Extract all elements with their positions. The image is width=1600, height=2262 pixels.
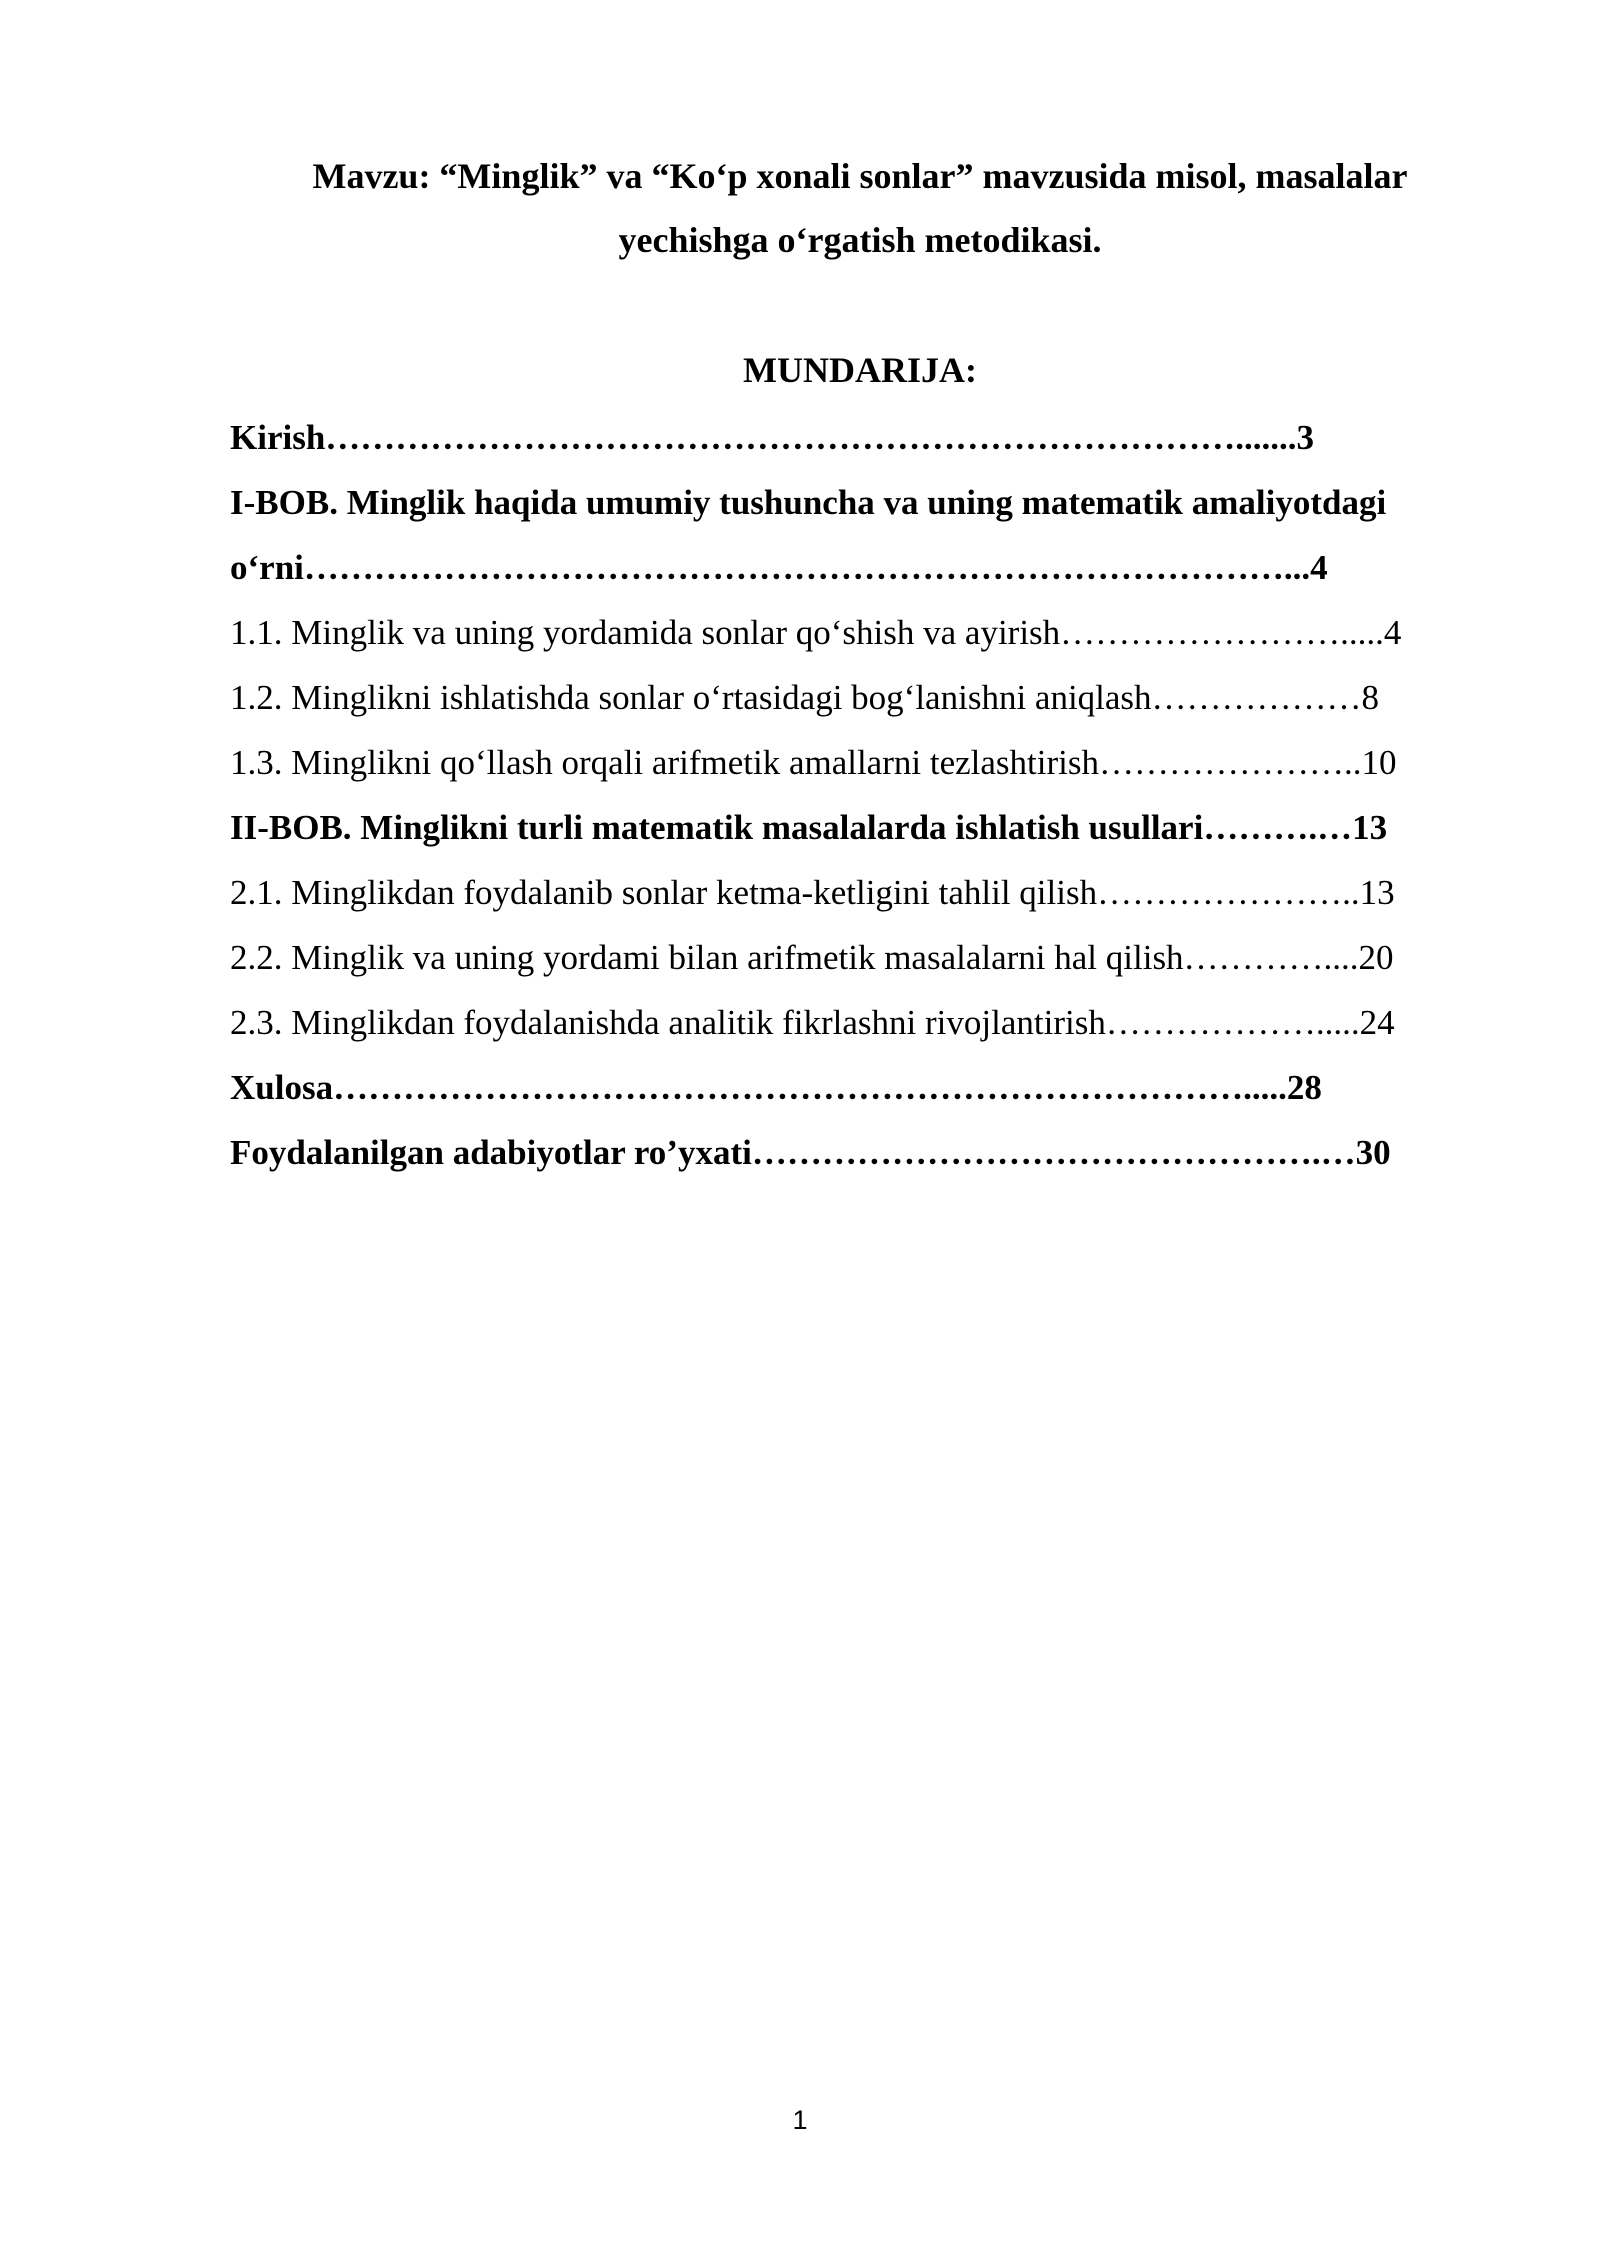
toc-heading: MUNDARIJA: (743, 350, 977, 390)
toc-entry-2-2: 2.2. Minglik va uning yordami bilan arifmetik masalalarni hal qilish…………....20 (230, 938, 1394, 977)
toc-entry-chapter-1: I-BOB. Minglik haqida umumiy tushuncha va uning matematik amaliyotdagi (230, 483, 1387, 522)
toc-entry-1-1: 1.1. Minglik va uning yordamida sonlar qo‘shish va ayirish…………………….....4 (230, 613, 1402, 652)
toc-entry-references: Foydalanilgan adabiyotlar ro’yxati………………………………………….…30 (230, 1133, 1391, 1172)
toc-entry-1-3: 1.3. Minglikni qo‘llash orqali arifmetik amallarni tezlashtirish…………………..10 (230, 743, 1397, 782)
page-number: 1 (792, 2105, 808, 2135)
toc-entry-chapter-1-cont: o‘rni…………………………………………………………………………...4 (230, 548, 1328, 587)
toc-entry-xulosa: Xulosa…………………………………………………………………….....28 (230, 1068, 1322, 1107)
toc-entry-2-1: 2.1. Minglikdan foydalanib sonlar ketma-ketligini tahlil qilish…………………..13 (230, 873, 1395, 912)
toc-entry-2-3: 2.3. Minglikdan foydalanishda analitik fikrlashni rivojlantirish……………….....24 (230, 1003, 1395, 1042)
title-line-2: yechishga o‘rgatish metodikasi. (618, 220, 1102, 260)
title-line-1: Mavzu: “Minglik” va “Ko‘p xonali sonlar” mavzusida misol, masalalar (312, 156, 1408, 196)
toc-entry-kirish: Kirish…………………………………………………………………….......3 (230, 418, 1315, 457)
toc-entry-1-2: 1.2. Minglikni ishlatishda sonlar o‘rtasidagi bog‘lanishni aniqlash………………8 (230, 678, 1380, 717)
toc-entry-chapter-2: II-BOB. Minglikni turli matematik masalalarda ishlatish usullari……….…13 (230, 808, 1388, 847)
